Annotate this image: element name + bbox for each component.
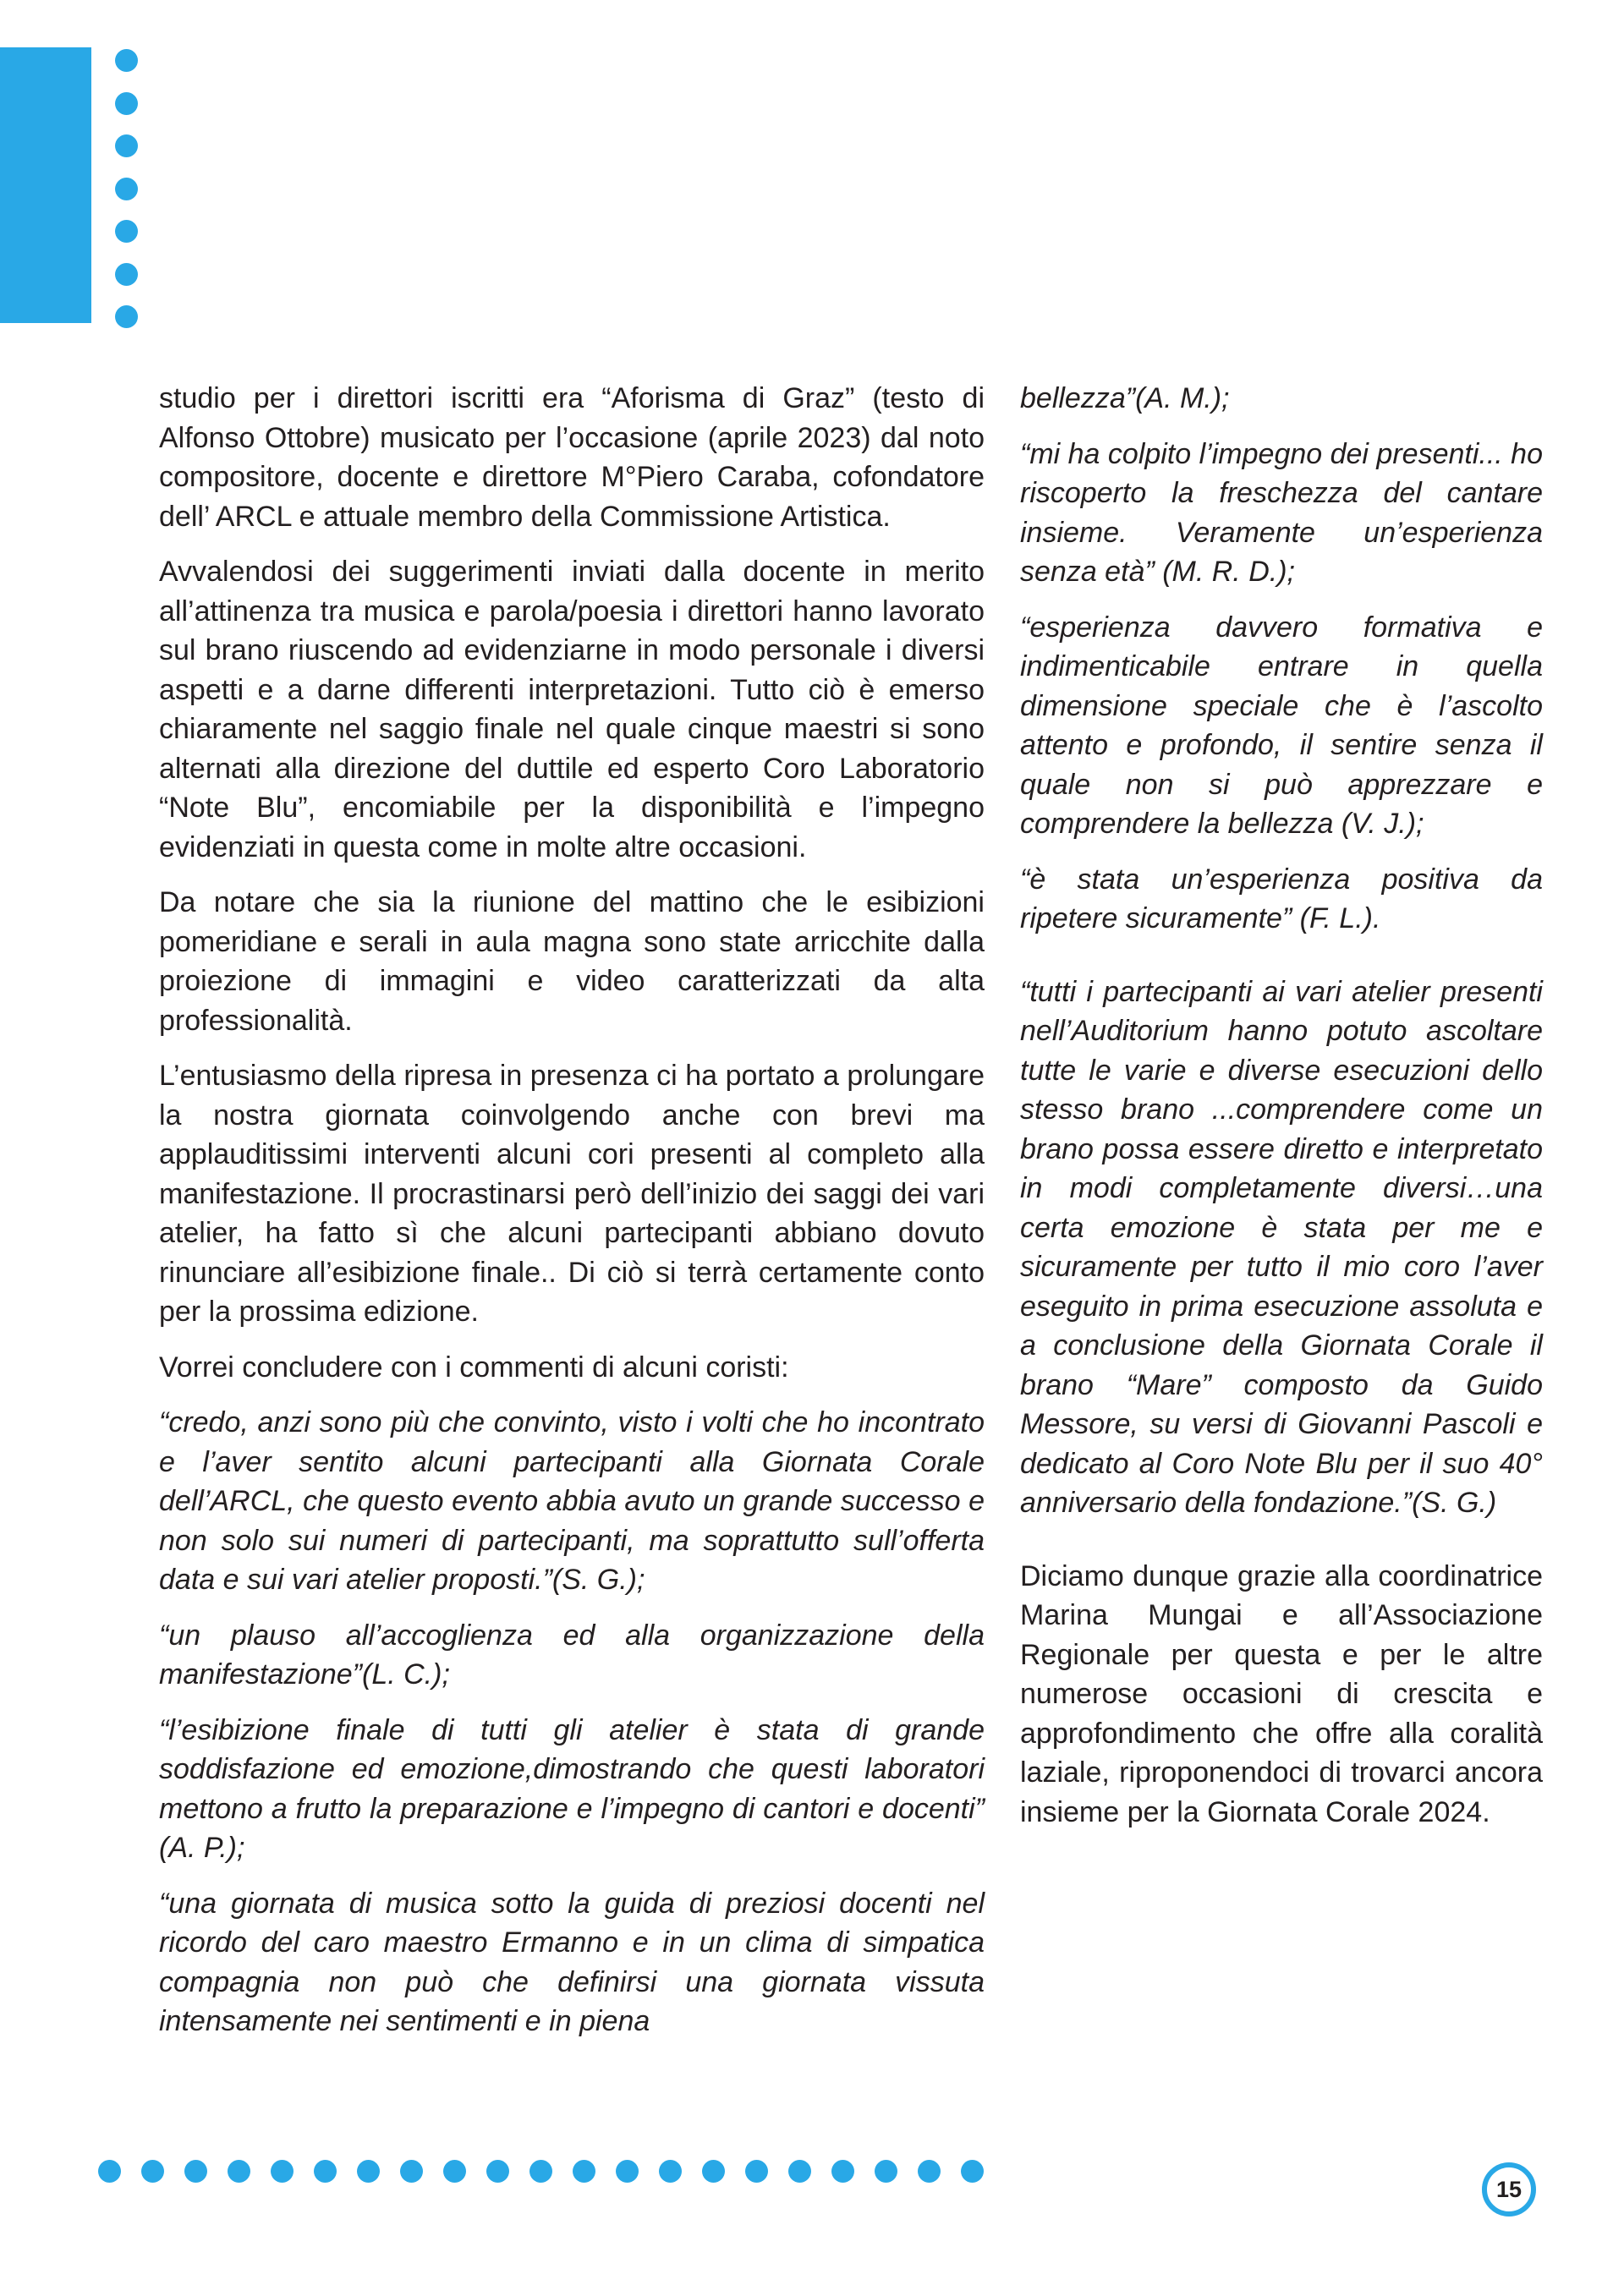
decorative-dot	[115, 178, 138, 200]
paragraph: Vorrei concludere con i commenti di alcuni coristi:	[159, 1351, 789, 1384]
decorative-dot	[831, 2160, 854, 2183]
paragraph: “un plauso all’accoglienza ed alla organizzazione della manifestazione”(L. C.);	[159, 1619, 985, 1690]
corner-accent-block	[0, 47, 91, 323]
paragraph: “esperienza davvero formativa e indimenticabile entrare in quella dimensione speciale che è l’ascolto attento e profondo, il sentire senza il quale non si può apprezzare e comprendere la bellezza (V. J.);	[1020, 611, 1543, 840]
decorative-dot	[961, 2160, 984, 2183]
decorative-dot	[314, 2160, 337, 2183]
decorative-dot	[184, 2160, 207, 2183]
decorative-dot	[357, 2160, 380, 2183]
decorative-dot	[115, 263, 138, 286]
paragraph: “l’esibizione finale di tutti gli atelier è stata di grande soddisfazione ed emozione,dimostrando che questi laboratori mettono a frutto la preparazione e l’impegno di cantori e docenti” (A. P.);	[159, 1713, 985, 1864]
paragraph: Da notare che sia la riunione del mattino che le esibizioni pomeridiane e serali in aula magna sono state arricchite dalla proiezione di immagini e video caratterizzati da alta professionalità.	[159, 886, 985, 1037]
paragraph: “una giornata di musica sotto la guida di preziosi docenti nel ricordo del caro maestro Ermanno e in un clima di simpatica compagnia non può che definirsi una giornata vissuta intensamente nei sentimenti e in piena	[159, 1887, 985, 2037]
decorative-dot	[918, 2160, 941, 2183]
decorative-dot	[443, 2160, 466, 2183]
decorative-dot	[115, 92, 138, 115]
paragraph: L’entusiasmo della ripresa in presenza ci ha portato a prolungare la nostra giornata coinvolgendo anche con brevi ma applauditissimi interventi alcuni cori presenti al completo alla manifestazione. Il procrastinarsi però dell’inizio dei saggi dei vari atelier, ha fatto sì che alcuni partecipanti abbiano dovuto rinunciare all’esibizione finale.. Di ciò si terrà certamente conto per la prossima edizione.	[159, 1060, 985, 1328]
decorative-dot	[616, 2160, 639, 2183]
right-text-column	[1020, 379, 1543, 1848]
horizontal-dot-decoration	[98, 2160, 995, 2185]
decorative-dot	[486, 2160, 509, 2183]
decorative-dot	[875, 2160, 897, 2183]
decorative-dot	[529, 2160, 552, 2183]
decorative-dot	[228, 2160, 250, 2183]
decorative-dot	[573, 2160, 595, 2183]
left-text-column	[159, 379, 985, 2058]
paragraph: “tutti i partecipanti ai vari atelier presenti nell’Auditorium hanno potuto ascoltare tutte le varie e diverse esecuzioni dello stesso brano ...comprendere come un brano possa essere diretto e interpretato in modi completamente diversi…una certa emozione è stata per me e sicuramente per tutto il mio coro l’aver eseguito in prima esecuzione assoluta e a conclusione della Giornata Corale il brano “Mare” composto da Guido Messore, su versi di Giovanni Pascoli e dedicato al Coro Note Blu per il suo 40° anniversario della fondazione.”(S. G.)	[1020, 975, 1543, 1519]
paragraph: “credo, anzi sono più che convinto, visto i volti che ho incontrato e l’aver sentito alcuni partecipanti alla Giornata Corale dell’ARCL, che questo evento abbia avuto un grande successo e non solo sui numeri di partecipanti, ma soprattutto sull’offerta data e sui vari atelier proposti.”(S. G.);	[159, 1406, 985, 1596]
decorative-dot	[115, 220, 138, 243]
paragraph: Avvalendosi dei suggerimenti inviati dalla docente in merito all’attinenza tra musica e parola/poesia i direttori hanno lavorato sul brano riuscendo ad evidenziarne in modo personale i diversi aspetti e a darne differenti interpretazioni. Tutto ciò è emerso chiaramente nel saggio finale nel quale cinque maestri si sono alternati alla direzione del duttile ed esperto Coro Laboratorio “Note Blu”, encomiabile per la disponibilità e l’impegno evidenziati in questa come in molte altre occasioni.	[159, 556, 985, 863]
decorative-dot	[115, 134, 138, 157]
paragraph: bellezza”(A. M.);	[1020, 382, 1230, 414]
paragraph: studio per i direttori iscritti era “Aforisma di Graz” (testo di Alfonso Ottobre) musicato per l’occasione (aprile 2023) dal noto compositore, docente e direttore M°Piero Caraba, cofondatore dell’ ARCL e attuale membro della Commissione Artistica.	[159, 382, 985, 533]
decorative-dot	[702, 2160, 725, 2183]
decorative-dot	[98, 2160, 121, 2183]
decorative-dot	[788, 2160, 811, 2183]
decorative-dot	[271, 2160, 294, 2183]
decorative-dot	[400, 2160, 423, 2183]
decorative-dot	[115, 49, 138, 72]
decorative-dot	[745, 2160, 768, 2183]
decorative-dot	[659, 2160, 682, 2183]
page-number: 15	[1495, 2176, 1522, 2202]
paragraph: “è stata un’esperienza positiva da ripetere sicuramente” (F. L.).	[1020, 863, 1543, 934]
paragraph: “mi ha colpito l’impegno dei presenti... ho riscoperto la freschezza del cantare insieme. Veramente un’esperienza senza età” (M. R. D.);	[1020, 437, 1543, 588]
decorative-dot	[115, 305, 138, 328]
page-number-badge	[1482, 2162, 1536, 2217]
decorative-dot	[141, 2160, 164, 2183]
paragraph: Diciamo dunque grazie alla coordinatrice Marina Mungai e all’Associazione Regionale per questa e per le altre numerose occasioni di crescita e approfondimento che offre alla coralità laziale, riproponendoci di trovarci ancora insieme per la Giornata Corale 2024.	[1020, 1559, 1543, 1828]
